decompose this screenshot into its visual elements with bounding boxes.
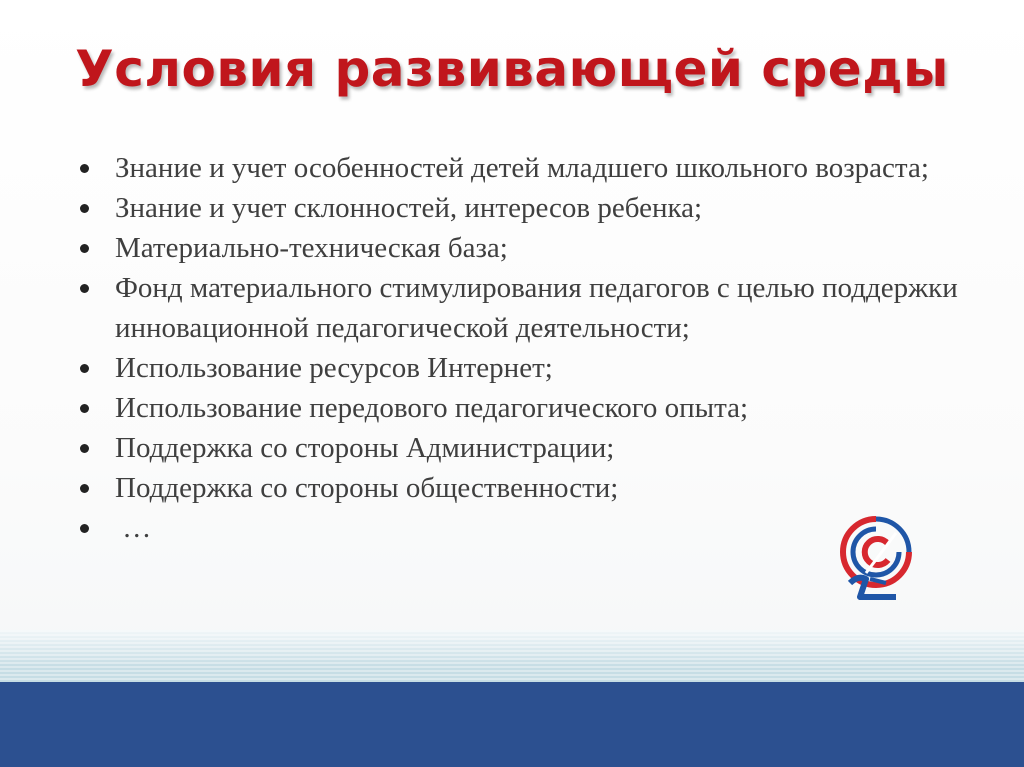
logo-emblem-icon (836, 513, 916, 611)
list-item-text: Знание и учет особенностей детей младшего школьного возраста; (115, 152, 929, 184)
list-item (78, 188, 958, 228)
list-item (78, 148, 958, 188)
bullet-dot-icon (80, 244, 89, 253)
list-item-text: Фонд материального стимулирования педагогов с целью поддержки инновационной педагогической деятельности; (115, 272, 958, 344)
list-item-text: Использование передового педагогического опыта; (115, 392, 749, 424)
slide-title: Условия развивающей среды (75, 40, 949, 98)
list-item-text: Поддержка со стороны общественности; (115, 472, 619, 504)
bullet-dot-icon (80, 524, 89, 533)
list-item (78, 428, 958, 468)
bullet-dot-icon (80, 204, 89, 213)
bullet-dot-icon (80, 444, 89, 453)
list-item (78, 388, 958, 428)
list-item-text: Использование ресурсов Интернет; (115, 352, 553, 384)
list-item (78, 468, 958, 508)
list-item-text: Материально-техническая база; (115, 232, 508, 264)
list-item (78, 348, 958, 388)
bullet-dot-icon (80, 364, 89, 373)
list-item-text: … (115, 512, 152, 544)
bullet-dot-icon (80, 484, 89, 493)
list-item (78, 268, 958, 348)
list-item (78, 508, 958, 548)
decorative-stripes-fade (0, 630, 1024, 682)
bullet-dot-icon (80, 164, 89, 173)
bullet-list (78, 148, 958, 548)
list-item-text: Поддержка со стороны Администрации; (115, 432, 615, 464)
list-item-text: Знание и учет склонностей, интересов ребенка; (115, 192, 703, 224)
footer-band (0, 682, 1024, 767)
bullet-dot-icon (80, 284, 89, 293)
list-item (78, 228, 958, 268)
bullet-dot-icon (80, 404, 89, 413)
